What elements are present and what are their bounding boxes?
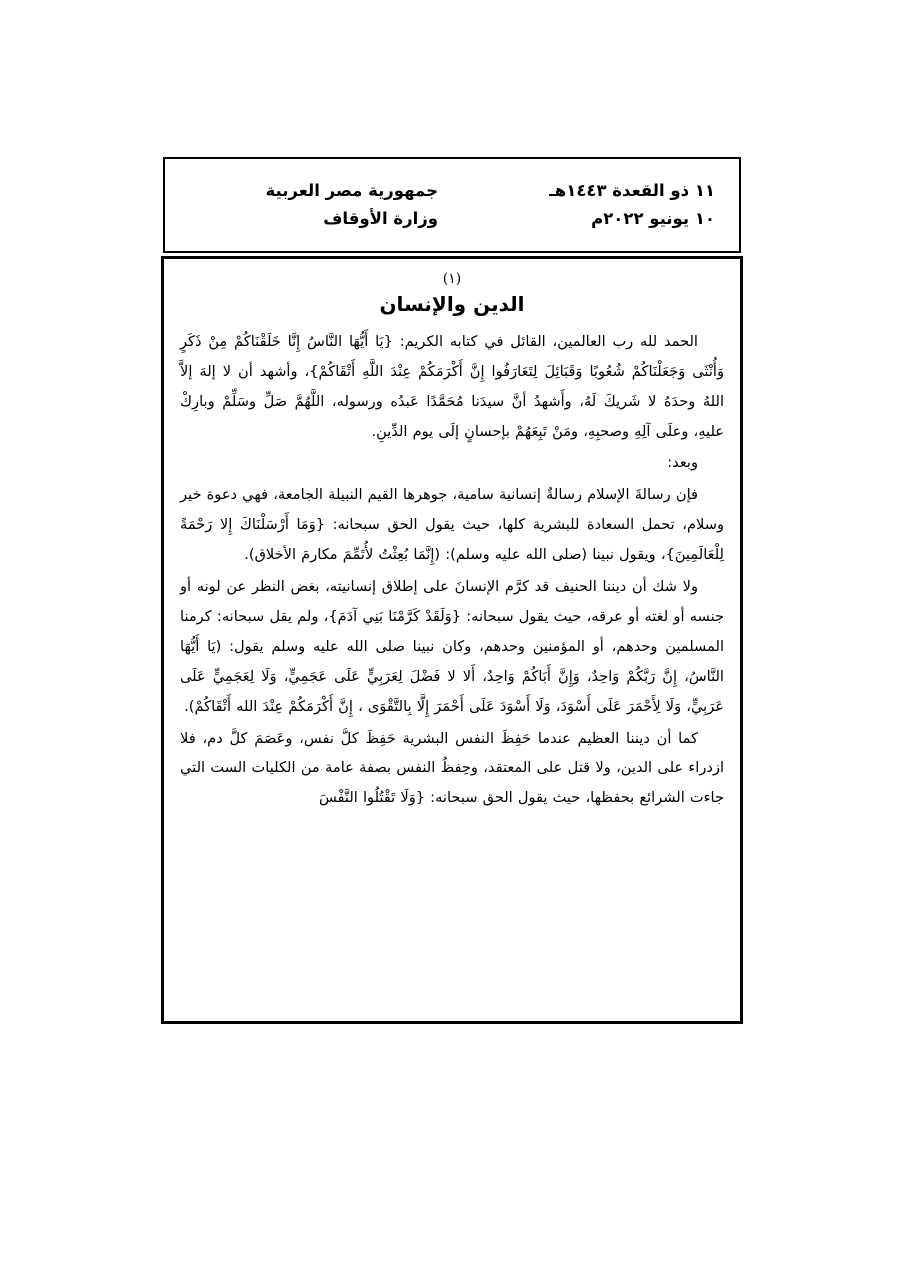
paragraph-sanctity-of-life: كما أن ديننا العظيم عندما حَفِظَ النفس البشرية حَفِظَ كلَّ نفس، وعَصَمَ كلَّ دم، فلا ازدراء على الدين، ولا قتل على المعتقد، وحِفظُ النفس بصفة عامة من الكليات الست التي جاءت الشرائع بحفظها، حيث يقول الحق سبحانه: {وَلَا تَقْتُلُوا النَّفْسَ (180, 729, 724, 807)
paragraph-human-dignity: ولا شك أن ديننا الحنيف قد كرَّم الإنسانَ على إطلاق إنسانيته، بغض النظر عن لونه أو جنسه أو لغته أو عرقه، حيث يقول سبحانه: {وَلَقَدْ كَرَّمْنَا بَنِي آدَمَ}، ولم يقل سبحانه: كرمنا المسلمين وحدهم، أو المؤمنين وحدهم، وكان نبينا صلى الله عليه وسلم يقول: (يَا أَيُّهَا النَّاسُ، إِنَّ رَبَّكُمْ وَاحِدٌ، وَإِنَّ أَبَاكُمْ وَاحِدٌ، أَلا لا فَضْلَ لِعَرَبِيٍّ عَلَى عَجَمِيٍّ، وَلَا لِعَجَمِيٍّ عَلَى عَرَبِيٍّ، وَلَا لِأَحْمَرَ عَلَى أَسْوَدَ، وَلَا أَسْوَدَ عَلَى أَحْمَرَ إِلَّا بِالتَّقْوَى ، إِنَّ أَكْرَمَكُمْ عِنْدَ الله أَتْقَاكُمْ). (180, 578, 724, 715)
header-date-column (456, 182, 725, 229)
paragraph-opening-praise: الحمد لله رب العالمين، القائل في كتابه الكريم: {يَا أَيُّهَا النَّاسُ إِنَّا خَلَقْنَاكُمْ مِنْ ذَكَرٍ وَأُنْثَى وَجَعَلْنَاكُمْ شُعُوبًا وَقَبَائِلَ لِتَعَارَفُوا إِنَّ أَكْرَمَكُمْ عِنْدَ اللَّهِ أَتْقَاكُمْ}، وأشهد أن لا إلهَ إلاَّ اللهُ وحدَهُ لا شَريكَ لَهُ، وأَشهدُ أنَّ سيدَنا مُحَمَّدًا عَبدُه ورسوله، اللَّهُمَّ صَلِّ وسَلِّمْ وبارِكْ عليهِ، وعلَى آلِهِ وصحبِهِ، ومَنْ تَبِعَهُمْ بإحسانٍ إلَى يوم الدِّينِ. (180, 332, 724, 440)
paragraph-wa-baad: وبعد: (667, 454, 698, 472)
header-organization-column (179, 182, 456, 229)
page-number-marker: (١) (442, 271, 462, 287)
document-body-box (161, 256, 743, 1024)
header-date-hijri: ١١ ذو القعدة ١٤٤٣هـ (549, 180, 715, 200)
page-title: الدين والإنسان (379, 291, 525, 316)
header-organization-country: جمهورية مصر العربية (265, 180, 438, 200)
paragraph-islam-message: فإن رسالةَ الإسلام رسالةٌ إنسانية سامية، جوهرها القيم النبيلة الجامعة، فهي دعوة خير وسلام، تحمل السعادة للبشرية كلها، حيث يقول الحق سبحانه: {وَمَا أَرْسَلْنَاكَ إِلا رَحْمَةً لِلْعَالَمِينَ}، ويقول نبينا (صلى الله عليه وسلم): (إِنَّمَا بُعِثْتُ لأُتَمِّمَ مكارمَ الأخلاق). (180, 486, 724, 564)
document-header-box (163, 157, 741, 253)
header-organization-ministry: وزارة الأوقاف (323, 208, 438, 228)
header-date-gregorian: ١٠ يونيو ٢٠٢٢م (591, 208, 715, 228)
